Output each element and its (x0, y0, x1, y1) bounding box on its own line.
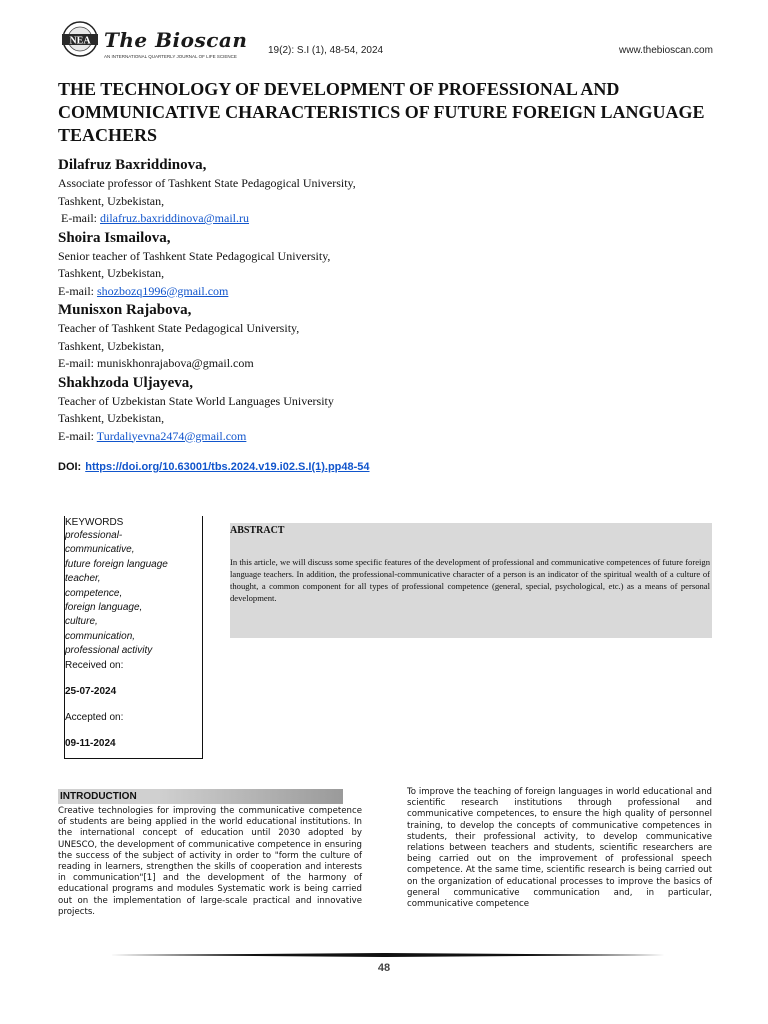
abstract-box (230, 523, 712, 638)
author-email-link[interactable]: shozbozq1996@gmail.com (97, 283, 229, 298)
author-position: Associate professor of Tashkent State Pedagogical University, (58, 176, 356, 190)
keyword-item: communicative, (65, 544, 135, 556)
keyword-item: communication, (65, 630, 136, 642)
keyword-item: culture, (65, 616, 98, 628)
author-email-line (58, 355, 558, 373)
author-position: Senior teacher of Tashkent State Pedagogical University, (58, 248, 331, 263)
logo-text: NEA (69, 35, 91, 47)
received-date: 25-07-2024 (65, 685, 117, 697)
journal-logo (58, 20, 102, 58)
author-email-link[interactable]: Turdaliyevna2474@gmail.com (96, 428, 247, 443)
author-list (58, 155, 558, 445)
author-name: Munisxon Rajabova, (58, 302, 192, 318)
email-label: E-mail: (58, 428, 97, 443)
keyword-item: future foreign language (65, 558, 168, 570)
author-email-text: muniskhonrajabova@gmail.com (97, 356, 254, 370)
author-block (58, 373, 558, 446)
introduction-left-column: Creative technologies for improving the communicative competence of students are being applied in the world educational institutions. In the international concept of education until 2030 adopted by UNESCO, the development of communicative competence in ensuring the success of the subject of activity in order to "form the culture of reading in learners, strengthen the skills of cooperation and interests in communication"[1] and the development of the harmony of educational programs and modules Systematic work is being carried out on the implementation of large-scale practical and innovative projects. (58, 806, 362, 917)
keyword-item: teacher, (65, 573, 101, 585)
email-label: E-mail: (58, 211, 100, 225)
abstract-text: In this article, we will discuss some specific features of the development of professional and communicative competences of future foreign language teachers. In addition, the professional-communicative character of a person is an indicator of the spiritual wealth of a culture of thought, a common component for all types of professional competence (general, special, psychological, etc.) as a means of personal development. (230, 557, 710, 603)
author-location: Tashkent, Uzbekistan, (58, 193, 165, 208)
keyword-item: professional- (65, 530, 123, 541)
email-label: E-mail: (58, 356, 97, 370)
accepted-label: Accepted on: (65, 711, 124, 723)
author-position: Teacher of Uzbekistan State World Languages University (58, 393, 334, 408)
accepted-date: 09-11-2024 (65, 737, 116, 749)
author-email-line (58, 210, 558, 228)
received-label: Received on: (65, 659, 124, 671)
author-position: Teacher of Tashkent State Pedagogical University, (58, 321, 300, 335)
author-block (58, 155, 558, 228)
issue-info: 19(2): S.I (1), 48-54, 2024 (268, 45, 384, 56)
doi-label: DOI: (58, 461, 82, 473)
author-email-line (58, 428, 558, 446)
author-name: Dilafruz Baxriddinova, (58, 157, 207, 173)
author-block (58, 228, 558, 301)
author-block (58, 300, 558, 373)
author-email-link[interactable]: dilafruz.baxriddinova@mail.ru (100, 211, 250, 225)
footer-rule (110, 953, 665, 957)
keyword-item: competence, (65, 587, 123, 599)
author-email-line (58, 283, 558, 301)
paper-title: THE TECHNOLOGY OF DEVELOPMENT OF PROFESSIONAL AND COMMUNICATIVE CHARACTERISTICS OF FUTURE FOREIGN LANGUAGE TEACHERS (58, 79, 705, 145)
introduction-heading: INTRODUCTION (60, 791, 137, 802)
author-location: Tashkent, Uzbekistan, (58, 266, 165, 280)
email-label: E-mail: (58, 283, 97, 298)
author-location: Tashkent, Uzbekistan, (58, 338, 165, 353)
introduction-right-column: To improve the teaching of foreign languages in world educational and scientific research institutions through professional and communicative competences, to ensure the high quality of personnel training, to develop the concepts of communicative competences in students, their professional activity, to develop communicative relations between teachers and students, scientific researchers are being carried out on the improvement of professional speech competence. At the same time, scientific research is being carried out on the organization of educational processes to improve the basics of general communicative communication and, in particular, communicative competence (407, 787, 712, 910)
author-name: Shakhzoda Uljayeva, (58, 374, 194, 391)
website-link[interactable]: www.thebioscan.com (619, 45, 713, 56)
author-location: Tashkent, Uzbekistan, (58, 411, 165, 425)
journal-subtitle: AN INTERNATIONAL QUARTERLY JOURNAL OF LIFE SCIENCE (104, 54, 237, 59)
author-name: Shoira Ismailova, (58, 229, 171, 246)
keyword-item: professional activity (65, 645, 153, 657)
keyword-item: foreign language, (65, 602, 143, 614)
journal-name: The Bioscan (104, 28, 248, 52)
abstract-title: ABSTRACT (230, 525, 285, 536)
doi-line (58, 461, 370, 473)
keywords-box (64, 516, 203, 759)
page-number: 48 (377, 962, 391, 974)
keywords-title: KEYWORDS (65, 517, 124, 528)
doi-link[interactable]: https://doi.org/10.63001/tbs.2024.v19.i02.S.I(1).pp48-54 (85, 461, 370, 473)
